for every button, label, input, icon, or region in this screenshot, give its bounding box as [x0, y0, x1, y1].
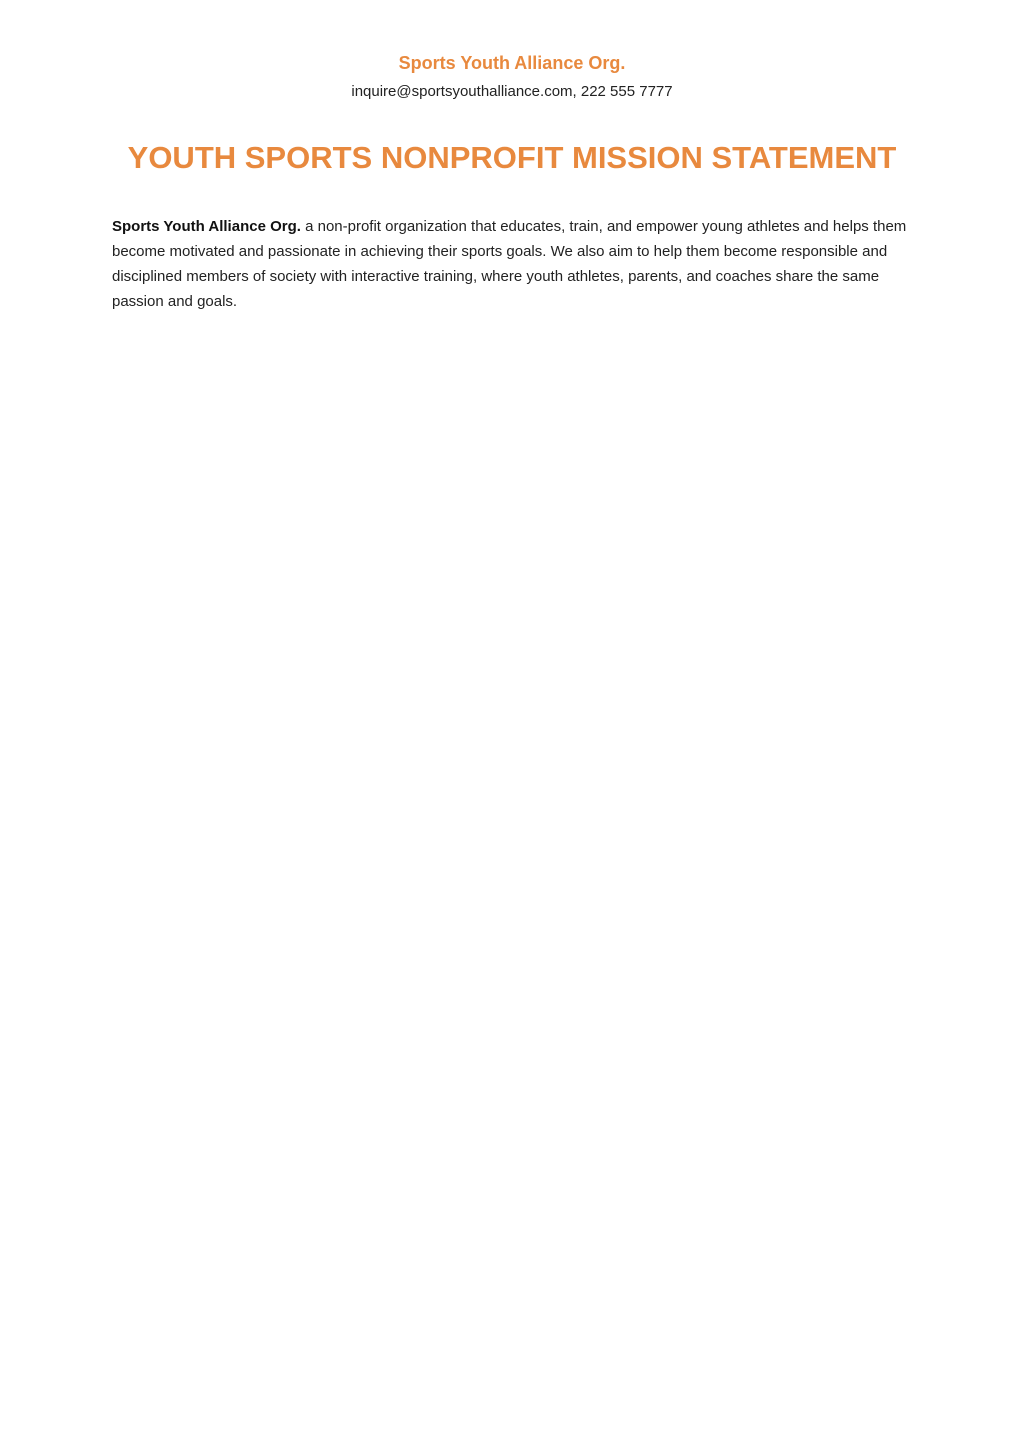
contact-info: inquire@sportsyouthalliance.com, 222 555 7777 [351, 83, 673, 100]
mission-lead-text: Sports Youth Alliance Org. [112, 218, 301, 235]
mission-body-text: a non-profit organization that educates, train, and empower young athletes and helps them become motivated and passionate in achieving their sports goals. We also aim to help them become responsible and disciplined members of society with interactive training, where youth athletes, parents, and coaches share the same passion and goals. [112, 218, 907, 310]
document-title: YOUTH SPORTS NONPROFIT MISSION STATEMENT [127, 140, 897, 175]
organization-name: Sports Youth Alliance Org. [398, 53, 626, 73]
mission-paragraph [112, 214, 912, 314]
